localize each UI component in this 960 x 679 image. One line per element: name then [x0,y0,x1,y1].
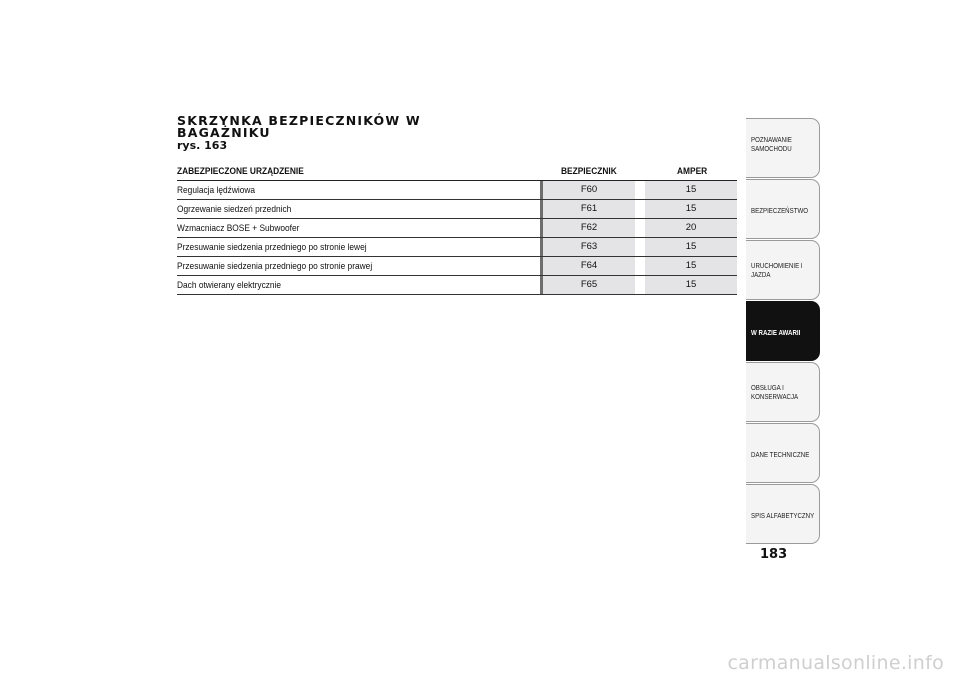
table-row [177,238,737,257]
header-fuse: BEZPIECZNIK [561,166,617,177]
tab-w-razie-awarii[interactable] [746,301,820,361]
table-row [177,200,737,219]
table-row [177,181,737,200]
watermark-text: carmanualsonline.info [727,652,944,674]
tab-label: OBSŁUGA I [751,383,784,392]
heading-line-1: SKRZYNKA BEZPIECZNIKÓW W [177,113,421,128]
heading-figure-ref: rys. 163 [177,139,228,152]
tab-label: W RAZIE AWARII [751,328,801,337]
row-fuse: F64 [540,257,635,275]
row-amp: 15 [645,257,737,275]
row-amp: 15 [645,181,737,199]
row-fuse: F62 [540,219,635,237]
row-device: Dach otwierany elektrycznie [177,280,282,291]
tab-uruchomienie-i-jazda[interactable] [746,240,820,300]
row-device: Przesuwanie siedzenia przedniego po stronie prawej [177,261,373,272]
header-amp: AMPER [677,166,708,177]
row-device: Przesuwanie siedzenia przedniego po stronie lewej [177,242,367,253]
row-fuse: F63 [540,238,635,256]
tab-label: POZNAWANIE [751,135,792,144]
tab-bezpieczenstwo[interactable] [746,179,820,239]
tab-label: JAZDA [751,270,771,279]
row-device: Ogrzewanie siedzeń przednich [177,204,292,215]
section-heading [177,115,477,152]
table-header [177,162,737,181]
tab-spis-alfabetyczny[interactable] [746,484,820,544]
row-amp: 15 [645,276,737,294]
chapter-tabs [746,118,820,546]
fuse-table [177,162,737,295]
tab-label: KONSERWACJA [751,392,799,401]
tab-label: SAMOCHODU [751,144,792,153]
tab-label: DANE TECHNICZNE [751,450,810,459]
row-amp: 20 [645,219,737,237]
header-device: ZABEZPIECZONE URZĄDZENIE [177,166,304,177]
row-amp: 15 [645,238,737,256]
row-device: Regulacja lędźwiowa [177,185,256,196]
tab-label: BEZPIECZEŃSTWO [751,206,809,215]
table-row [177,219,737,238]
row-amp: 15 [645,200,737,218]
tab-obsluga-i-konserwacja[interactable] [746,362,820,422]
tab-label: URUCHOMIENIE I [751,261,803,270]
row-fuse: F65 [540,276,635,294]
tab-dane-techniczne[interactable] [746,423,820,483]
tab-label: SPIS ALFABETYCZNY [751,511,815,520]
row-fuse: F60 [540,181,635,199]
page-number: 183 [760,547,788,562]
tab-poznawanie-samochodu[interactable] [746,118,820,178]
row-fuse: F61 [540,200,635,218]
heading-line-2: BAGAŻNIKU [177,125,271,140]
table-row [177,276,737,295]
row-device: Wzmacniacz BOSE + Subwoofer [177,223,300,234]
table-row [177,257,737,276]
